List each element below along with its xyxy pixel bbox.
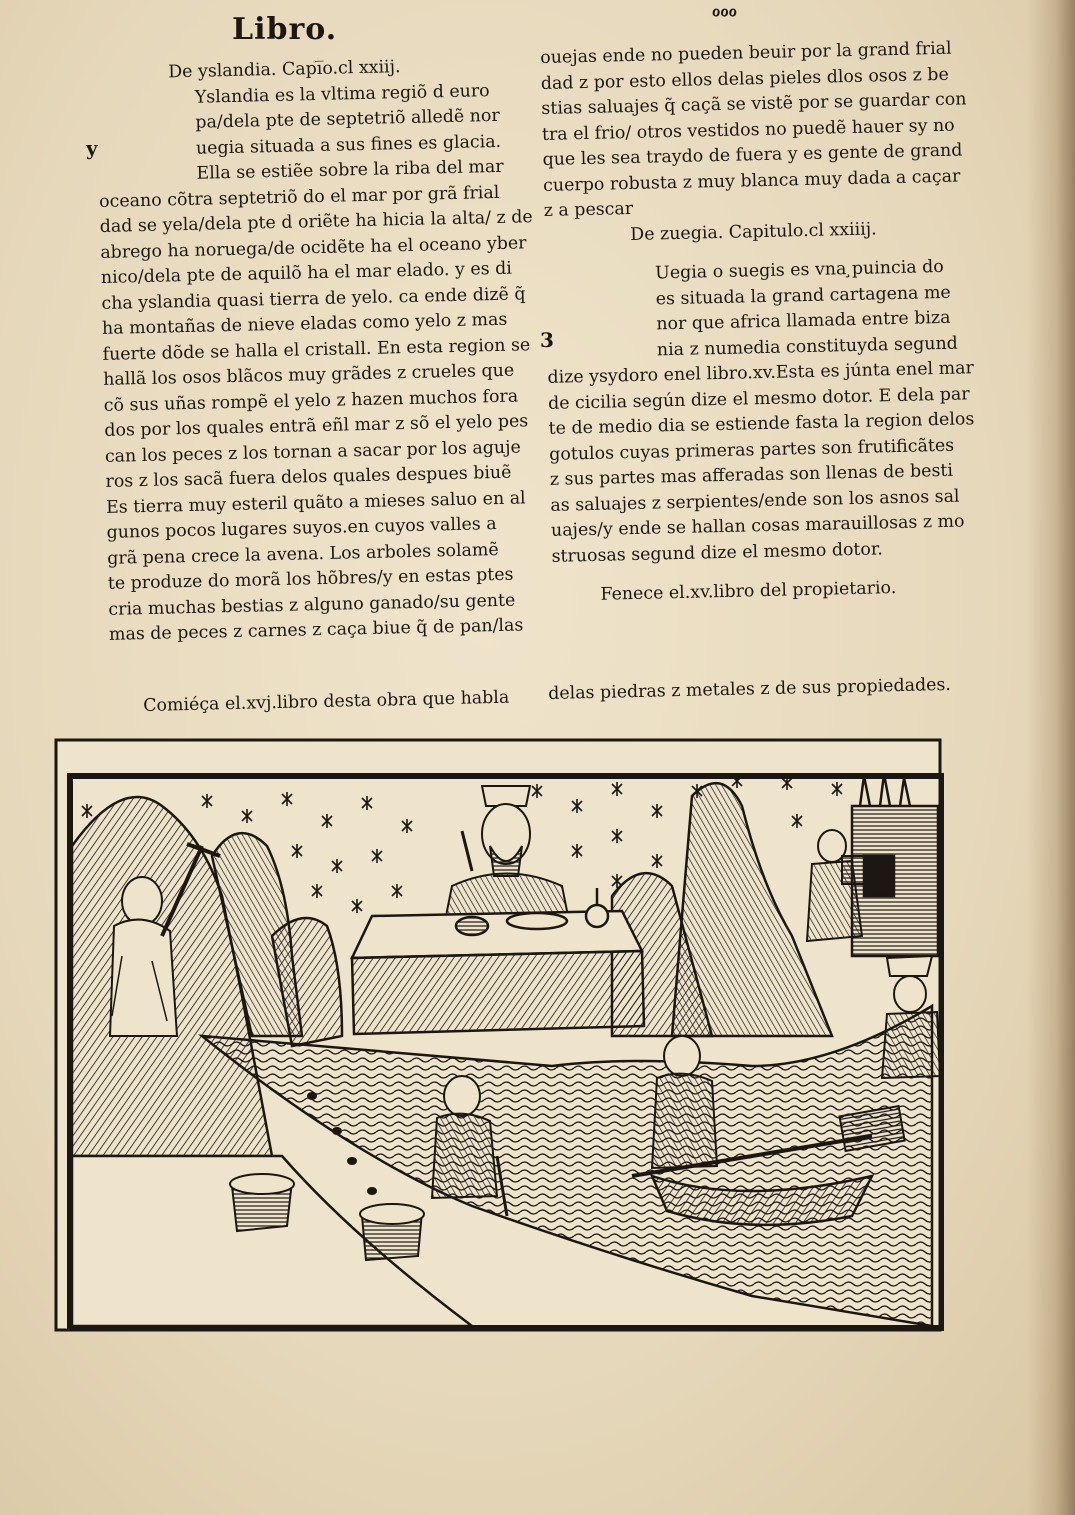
- text-line: dad se yela/dela pte d oriẽte ha hicia la alta/ z de: [99, 207, 533, 237]
- right-column: [540, 36, 983, 609]
- text-line: abrego ha noruega/de ocidẽte ha el oceano yber: [100, 232, 527, 263]
- text-line: Uegia o suegis es vna ̧puincia do: [654, 256, 945, 284]
- right-margin-marker: 3: [540, 328, 554, 352]
- text-line: tra el frio/ otros vestidos no puedẽ hauer sy no: [541, 115, 955, 145]
- page-gutter-shadow: [1027, 0, 1075, 1515]
- text-line: es situada la grand cartagena me: [655, 282, 951, 309]
- text-line: fuerte dõde se halla el cristall. En esta region se: [102, 334, 531, 365]
- text-line: struosas segund dize el mesmo dotor.: [551, 538, 884, 567]
- text-line: cõ sus uñas rompẽ el yelo z hazen muchos fora: [103, 386, 519, 416]
- text-line: nor que africa llamada entre biza: [656, 307, 951, 335]
- text-line: cria muchas bestias z alguno ganado/su gente: [108, 590, 516, 620]
- basket-center: [360, 1204, 424, 1260]
- running-head: Libro.: [232, 12, 338, 47]
- text-line: cha yslandia quasi tierra de yelo. ca ende dizẽ q̃: [101, 283, 526, 314]
- text-line: te produze do morã los hõbres/y en estas ptes: [107, 564, 514, 594]
- text-line: pa/dela pte de septetriõ alledẽ nor: [195, 105, 500, 133]
- text-line: grã pena crece la avena. Los arboles solamẽ: [107, 539, 499, 569]
- chapter-heading-yslandia: De yslandia. Capi̅o.cl xxiij.: [168, 57, 401, 83]
- text-line: can los peces z los tornan a sacar por los aguje: [104, 436, 522, 467]
- text-line: cuerpo robusta z muy blanca muy dada a caçar: [542, 166, 961, 196]
- chapter-heading-zuegia: De zuegia. Capitulo.cl xxiiij.: [630, 218, 877, 245]
- text-line: oceano cõtra septetriõ do el mar por grã frial: [98, 182, 500, 212]
- text-line: Es tierra muy esteril quãto a mieses saluo en al: [105, 487, 526, 518]
- text-line: Ella se estiẽe sobre la riba del mar: [196, 156, 504, 184]
- running-head-folio: ℴℴℴ: [712, 0, 737, 21]
- text-line: nia z numedia constituyda segund: [656, 333, 959, 360]
- text-line: z a pescar: [543, 198, 634, 221]
- book-incipit-left: Comiéça el.xvj.libro desta obra que habla: [143, 687, 510, 716]
- text-line: dize ysydoro enel libro.xv.Esta es júnta enel mar: [547, 358, 975, 388]
- text-line: de cicilia según dize el mesmo dotor. E dela par: [547, 383, 970, 414]
- text-line: gotulos cuyas primeras partes son frutificãtes: [549, 435, 955, 465]
- text-line: uegia situada a sus fines es glacia.: [195, 131, 502, 159]
- basket-left: [230, 1174, 294, 1231]
- text-line: z sus partes mas afferadas son llenas de besti: [549, 460, 954, 490]
- woodcut-illustration: [52, 736, 944, 1334]
- book-finis-line: Fenece el.xv.libro del propietario.: [600, 578, 897, 605]
- text-line: ros z los sacã fuera delos quales despues biuẽ: [105, 462, 512, 492]
- left-margin-marker: y: [86, 136, 98, 160]
- text-line: gunos pocos lugares suyos.en cuyos valles a: [106, 514, 497, 543]
- book-incipit-right: delas piedras z metales z de sus propiedades.: [548, 674, 952, 704]
- text-line: hallã los osos blãcos muy grãdes z crueles que: [102, 360, 515, 390]
- text-line: dad z por esto ellos delas pieles dlos osos z be: [540, 64, 949, 94]
- text-line: ouejas ende no pueden beuir por la grand frial: [540, 38, 952, 68]
- left-column: [96, 52, 539, 648]
- text-line: uajes/y ende se hallan cosas marauillosas z mo: [550, 511, 965, 541]
- text-line: Yslandia es la vltima regiõ d euro: [194, 80, 490, 108]
- text-line: ha montañas de nieve eladas como yelo z mas: [101, 309, 508, 339]
- text-line: te de medio dia se estiende fasta la region delos: [548, 409, 975, 439]
- text-line: nico/dela pte de aquilõ ha el mar elado. y es di: [100, 258, 513, 288]
- text-line: stias saluajes q̃ caçã se vistẽ por se guardar con: [541, 89, 967, 119]
- text-line: dos por los quales entrã eñl mar z sõ el yelo pes: [104, 411, 529, 441]
- text-line: que les sea traydo de fuera y es gente de grand: [542, 140, 963, 170]
- text-line: as saluajes z serpientes/ende son los asnos sal: [550, 486, 960, 516]
- text-line: mas de peces z carnes z caça biue q̃ de pan/las: [108, 615, 524, 645]
